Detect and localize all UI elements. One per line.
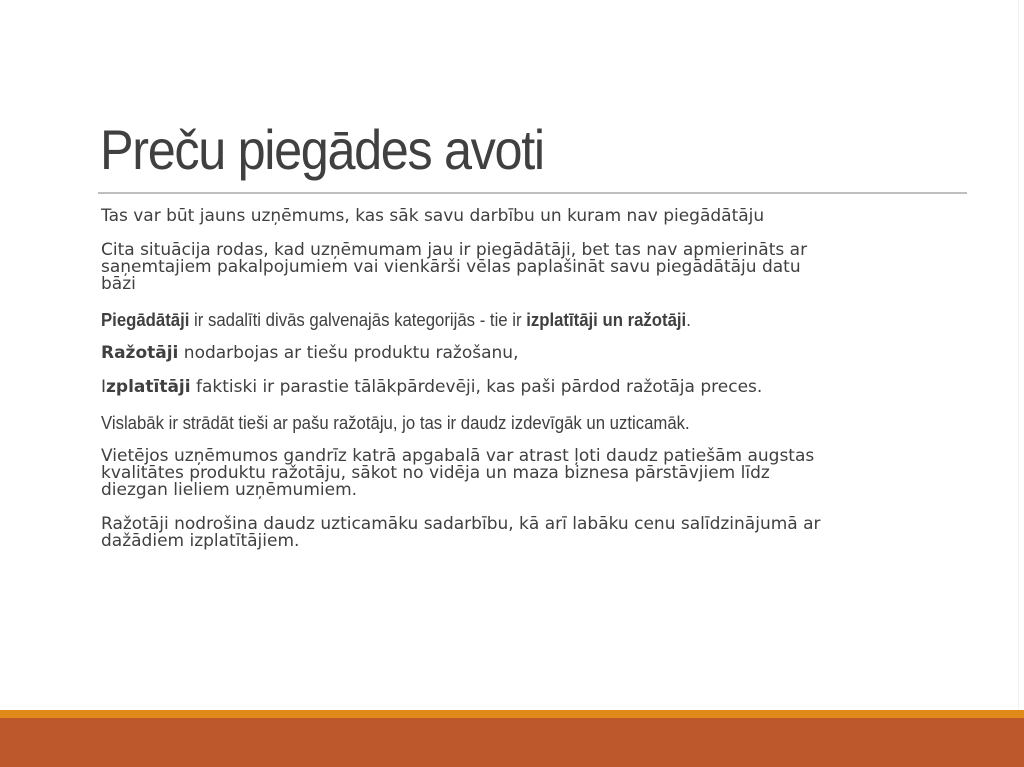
text-line: Tas var būt jauns uzņēmums, kas sāk savu darbību un kuram nav piegādātāju [101,206,765,226]
text-segment: nodarbojas ar tiešu produktu ražošanu, [178,343,519,363]
bold-term-manufacturers: Ražotāji [101,343,179,363]
paragraph-manufacturers [101,345,961,362]
text-line: bāzi [101,274,136,294]
text-line: Vietējos uzņēmumos gandrīz katrā apgabalā var atrast ļoti daudz patiešām augstas [101,446,815,466]
text-line: dažādiem izplatītājiem. [101,531,300,551]
slide-title: Preču piegādes avoti [100,118,544,181]
text-line: Cita situācija rodas, kad uzņēmumam jau ir piegādātāji, bet tas nav apmierināts ar [101,240,808,260]
text-line: saņemtajiem pakalpojumiem vai vienkārši vēlas paplašināt savu piegādātāju datu [101,257,801,277]
text-line: kvalitātes produktu ražotāju, sākot no vidēja un maza biznesa pārstāvjiem līdz [101,463,770,483]
paragraph-best-practice [101,413,901,433]
bold-term-suppliers: Piegādātāji [101,310,190,330]
slide-body [101,208,961,567]
paragraph-new-company [101,208,961,225]
text-segment: I [101,377,107,397]
text-line: Ražotāji nodrošina daudz uzticamāku sadarbību, kā arī labāku cenu salīdzinājumā ar [101,514,821,534]
text-segment: ir sadalīti divās galvenajās kategorijās - tie ir [189,310,527,330]
bold-term-distributors: zplatītāji [106,377,191,397]
paragraph-existing-suppliers [101,242,961,293]
slide-edge [1018,0,1019,710]
paragraph-manufacturer-benefits [101,516,961,550]
title-divider [98,192,967,194]
text-line: Vislabāk ir strādāt tieši ar pašu ražotāju, jo tas ir daudz izdevīgāk un uzticamāk. [101,413,690,433]
text-line: diezgan lieliem uzņēmumiem. [101,480,358,500]
paragraph-local-companies [101,448,961,499]
text-segment: faktiski ir parastie tālākpārdevēji, kas paši pārdod ražotāja preces. [190,377,763,397]
paragraph-distributors [101,379,961,396]
text-segment: . [686,310,691,330]
footer-accent-band [0,710,1024,718]
bold-term-categories: izplatītāji un ražotāji [526,310,687,330]
footer-band [0,718,1024,767]
paragraph-supplier-categories [101,310,901,330]
